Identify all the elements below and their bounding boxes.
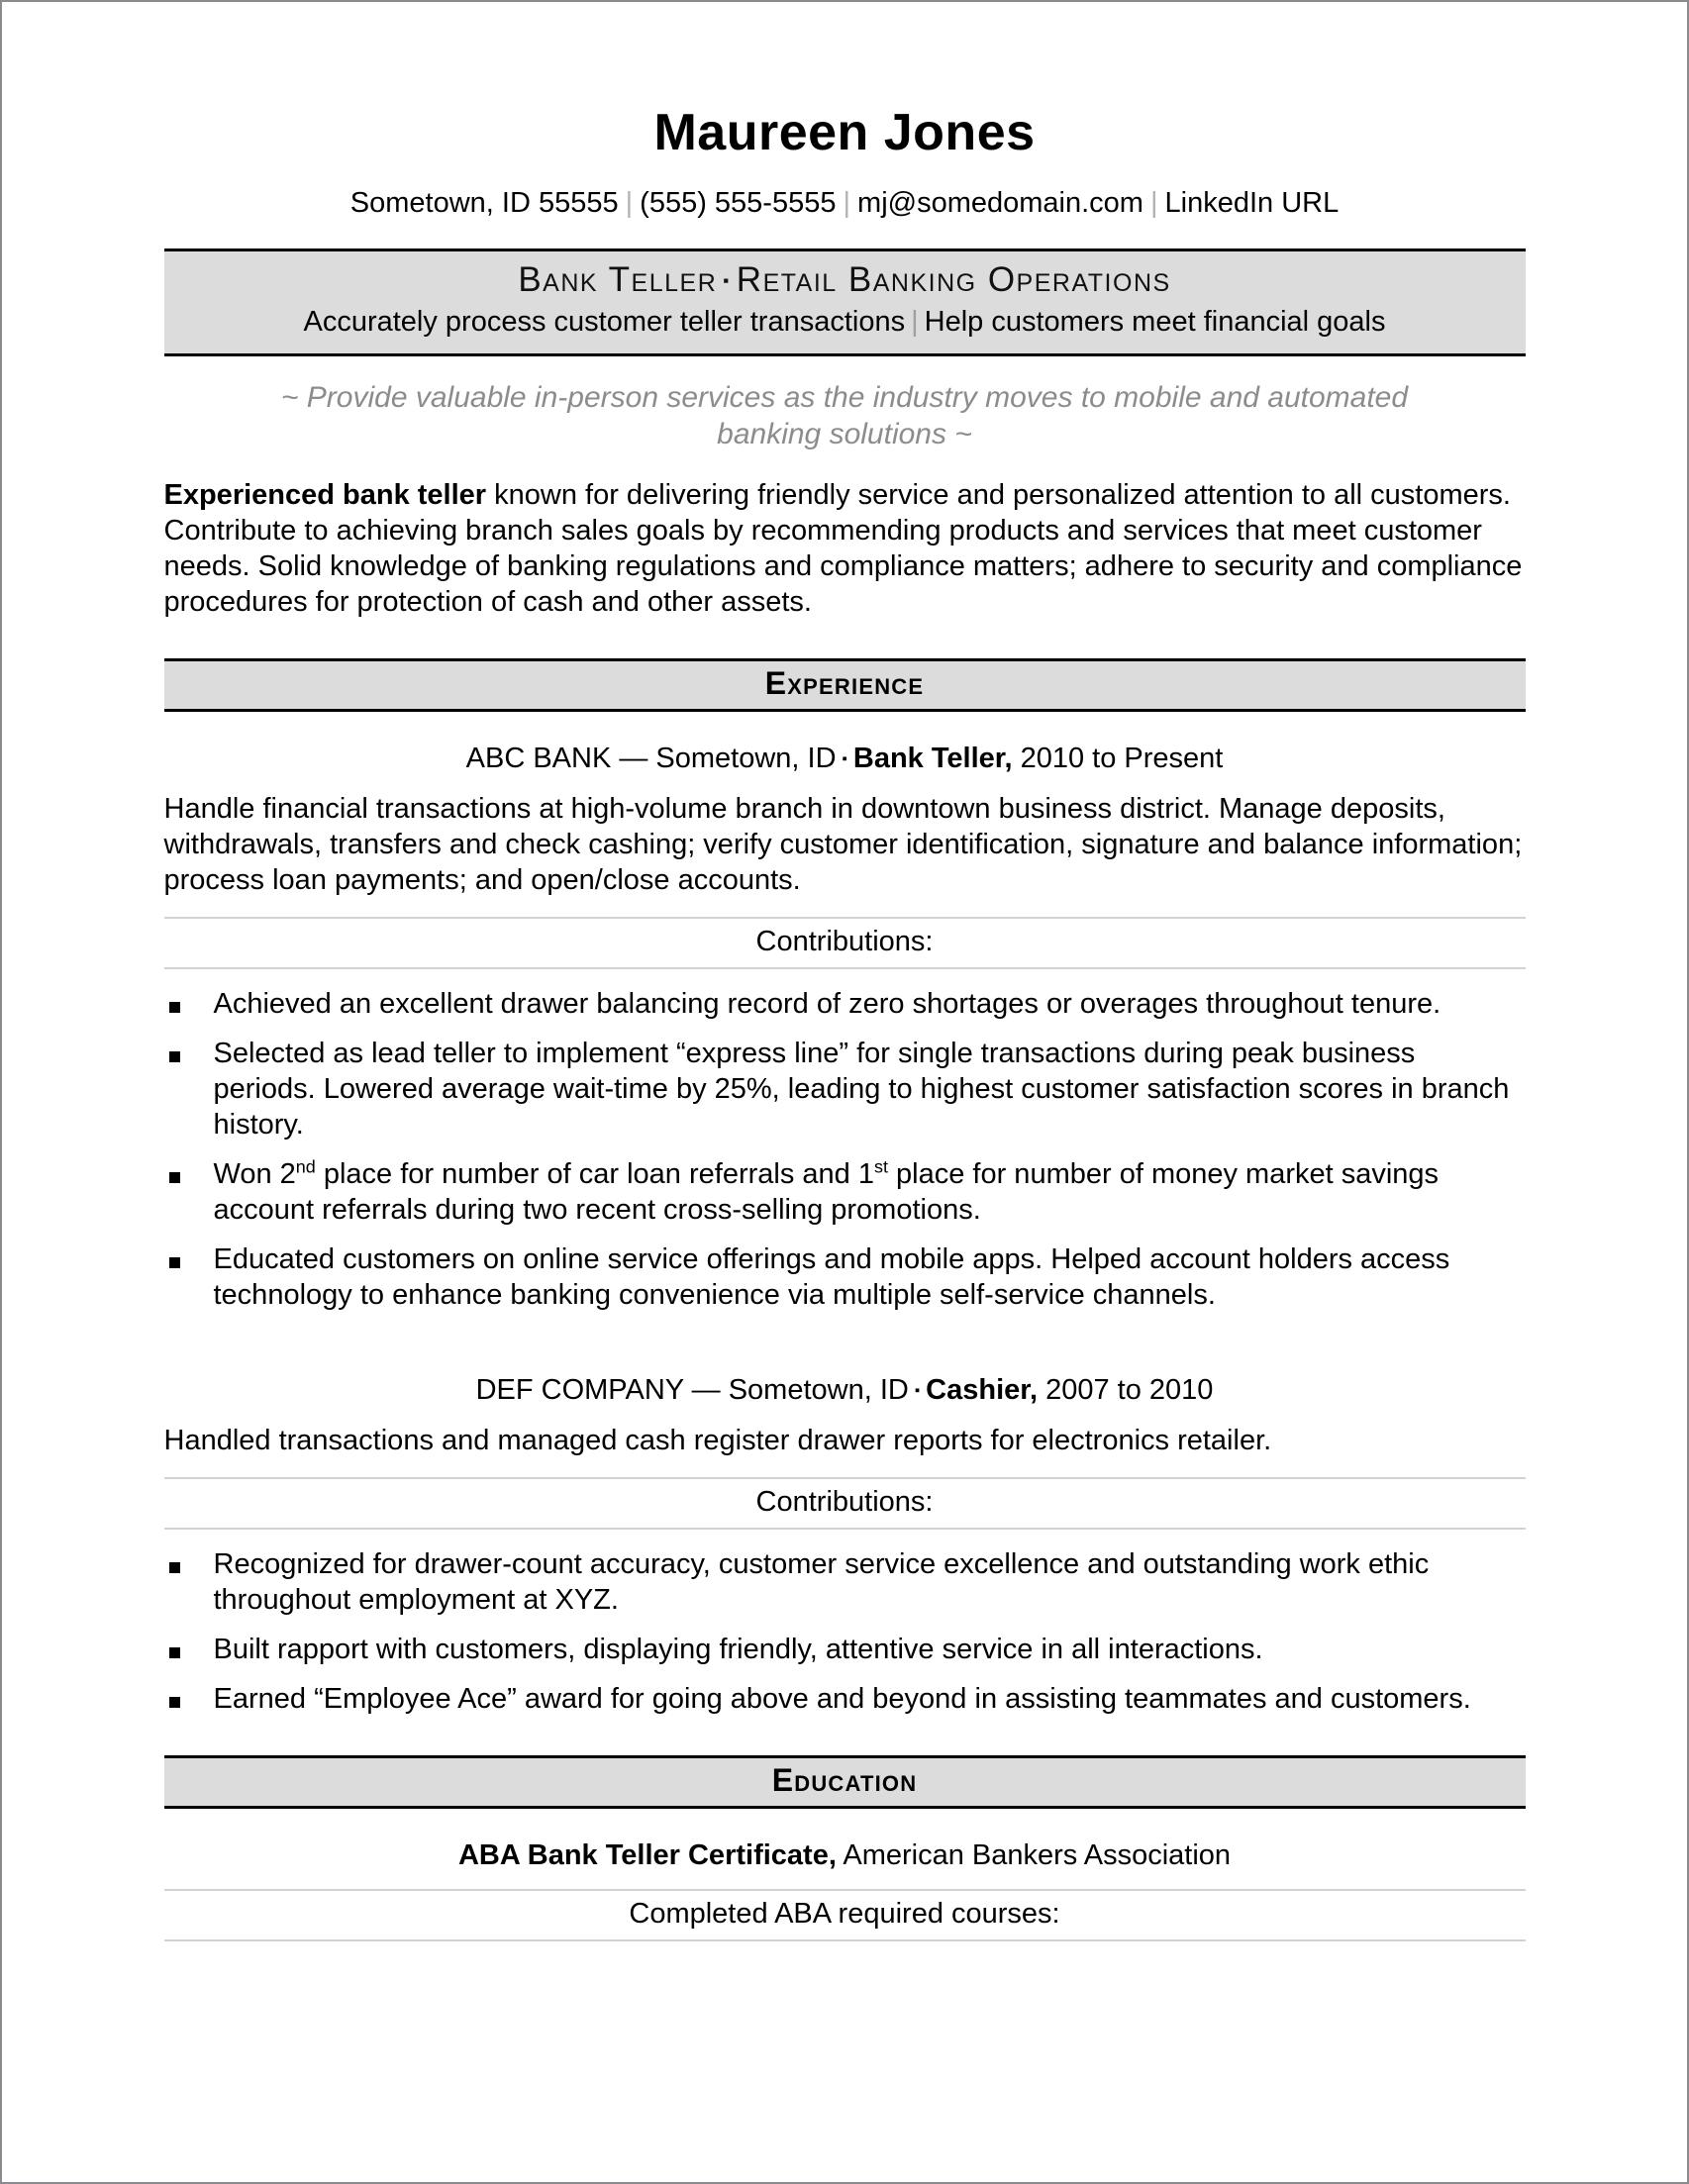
spacer: [164, 1314, 1526, 1343]
contributions-list: [164, 1547, 1526, 1718]
list-item: [164, 1157, 1526, 1229]
list-item: Achieved an excellent drawer balancing record of zero shortages or overages throughout tenure.: [164, 987, 1526, 1023]
headline-title-left: Bank Teller: [518, 260, 718, 300]
headline-banner: [164, 248, 1526, 356]
job-header: [164, 1373, 1526, 1408]
list-item: Earned “Employee Ace” award for going above and beyond in assisting teammates and customers.: [164, 1682, 1526, 1718]
contact-linkedin[interactable]: LinkedIn URL: [1164, 186, 1340, 219]
job-title: Bank Teller,: [852, 743, 1013, 775]
education-credential: ABA Bank Teller Certificate,: [457, 1838, 837, 1871]
contributions-label: Contributions:: [164, 1477, 1526, 1530]
main-column: [164, 248, 1526, 1941]
square-bullet-icon: ▪: [842, 750, 847, 768]
contributions-list: [164, 987, 1526, 1314]
headline-subtitle: [190, 305, 1500, 340]
summary-lead: Experienced bank teller: [163, 479, 487, 512]
headline-sub-left: Accurately process customer teller transactions: [303, 306, 906, 339]
summary-paragraph: [164, 478, 1526, 621]
square-bullet-icon: ▪: [723, 271, 731, 291]
contact-separator-3: |: [1149, 186, 1158, 219]
summary-body: known for delivering friendly service and personalized attention to all customers. Contribute to achieving branch sales goals by recommending products and services that meet customer needs. Solid knowledge of banking regulations and compliance matters; adhere to security and compliance procedures for protection of cash and other assets.: [163, 479, 1523, 618]
job-company: DEF COMPANY — Sometown, ID: [475, 1373, 909, 1406]
resume-content: [2, 106, 1687, 1941]
job-dates: 2007 to 2010: [1038, 1373, 1214, 1406]
job-header: [164, 742, 1526, 776]
section-heading-experience: Experience: [164, 658, 1526, 712]
job-company: ABC BANK — Sometown, ID: [465, 743, 837, 775]
contact-separator-2: |: [843, 186, 851, 219]
education-entry: [164, 1838, 1526, 1873]
job-description: Handled transactions and managed cash register drawer reports for electronics retailer.: [163, 1424, 1272, 1456]
job-description: Handle financial transactions at high-volume branch in downtown business district. Manage deposits, withdrawals, transfers and check cashing; verify customer identification, signature and balance information; process loan payments; and open/close accounts.: [163, 792, 1523, 896]
contact-email[interactable]: mj@somedomain.com: [857, 186, 1143, 219]
headline-sub-right: Help customers meet financial goals: [924, 306, 1386, 339]
tagline: ~ Provide valuable in-person services as the industry moves to mobile and automated banking solutions ~: [280, 380, 1409, 450]
contact-location: Sometown, ID 55555: [349, 186, 619, 219]
contributions-label: Contributions:: [164, 917, 1526, 969]
contact-line: [2, 186, 1687, 221]
contact-separator-1: |: [625, 186, 634, 219]
headline-sub-separator: |: [911, 306, 919, 339]
contact-phone: (555) 555-5555: [640, 186, 837, 219]
education-courses-label: Completed ABA required courses:: [164, 1889, 1526, 1941]
job-title: Cashier,: [926, 1373, 1039, 1406]
job-dates: 2010 to Present: [1012, 743, 1224, 775]
job-entry: [164, 1373, 1526, 1718]
education-institution: American Bankers Association: [836, 1838, 1232, 1871]
list-item: Built rapport with customers, displaying friendly, attentive service in all interactions.: [164, 1633, 1526, 1668]
job-entry: [164, 742, 1526, 1314]
square-bullet-icon: ▪: [914, 1381, 921, 1399]
page-title: Maureen Jones: [653, 104, 1036, 161]
list-item: Educated customers on online service offerings and mobile apps. Helped account holders access technology to enhance banking convenience via multiple self-service channels.: [164, 1242, 1526, 1314]
list-item-text-sup: Won 2nd place for number of car loan referrals and 1st place for number of money market savings account referrals during two recent cross-selling promotions.: [213, 1156, 1440, 1226]
headline-title: [190, 258, 1500, 302]
list-item: Recognized for drawer-count accuracy, customer service excellence and outstanding work ethic throughout employment at XYZ.: [164, 1547, 1526, 1619]
list-item: Selected as lead teller to implement “express line” for single transactions during peak business periods. Lowered average wait-time by 25%, leading to highest customer satisfaction scores in branch history.: [164, 1037, 1526, 1143]
headline-title-right: Retail Banking Operations: [736, 260, 1171, 300]
section-heading-education: Education: [164, 1755, 1526, 1809]
